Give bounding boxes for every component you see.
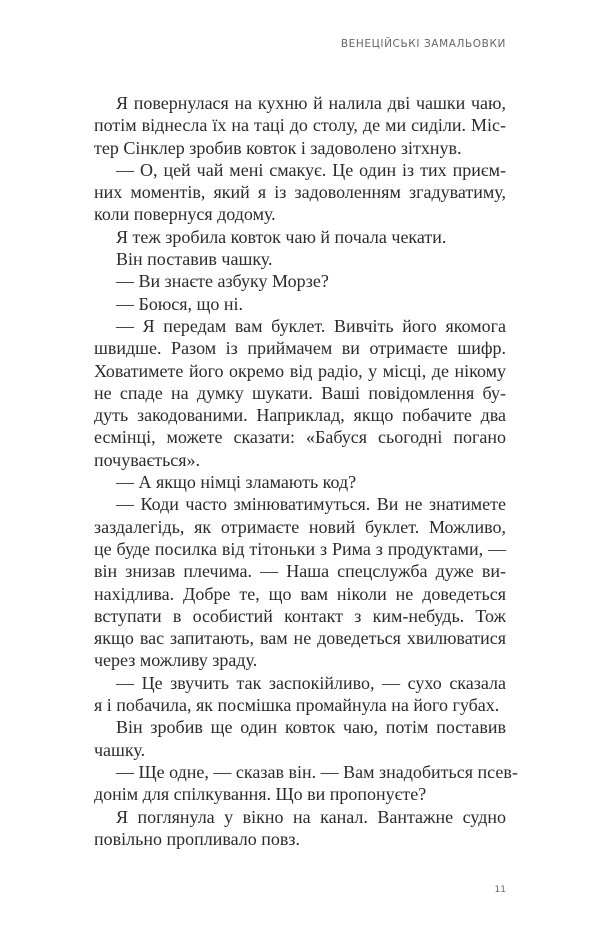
paragraph [94,248,506,270]
text-line: повільно пропливало повз. [94,828,300,849]
paragraph [94,471,506,493]
text-line: — Це звучить так заспокійливо, — сухо сказала [116,672,506,693]
paragraph [94,493,506,671]
text-line: дуть закодованими. Наприклад, якщо побачите два [94,405,506,426]
text-line: Ховатимете його окремо від радіо, у місці, де нікому [94,360,506,381]
text-line: почувається». [94,449,201,470]
paragraph [94,226,506,248]
text-line: — Коди часто змінюватимуться. Ви не знатимете [116,494,506,515]
paragraph [94,716,506,761]
running-header: ВЕНЕЦІЙСЬКІ ЗАМАЛЬОВКИ [340,38,506,50]
text-line: швидше. Разом із приймачем ви отримаєте шифр. [94,338,506,359]
text-line: Він поставив чашку. [116,249,273,270]
text-line: вступати в особистий контакт з ким-небудь. Тож [94,605,506,626]
text-line: не спаде на думку шукати. Ваші повідомлення бу- [94,382,506,403]
text-line: — Я передам вам буклет. Вивчіть його якомога [116,315,506,336]
paragraph [94,315,506,471]
text-line: через можливу зраду. [94,650,258,671]
text-line: це буде посилка від тітоньки з Рима з продуктами, — [94,538,506,559]
text-line: есмінці, можете сказати: «Бабуся сьогодні погано [94,427,506,448]
paragraph [94,761,518,806]
text-line: тер Сінклер зробив ковток і задоволено зітхнув. [94,137,462,158]
text-line: потім віднесла їх на таці до столу, де ми сиділи. Міс- [94,115,506,136]
paragraph [94,159,506,226]
text-line: Він зробив ще один ковток чаю, потім поставив [116,717,506,738]
text-line: них моментів, який я із задоволенням згадуватиму, [94,182,506,203]
paragraph [94,293,506,315]
text-line: він знизав плечима. — Наша спецслужба дуже ви- [94,561,506,582]
paragraph [94,270,506,292]
page-number: 11 [494,885,506,895]
text-line: донім для спілкування. Що ви пропонуєте? [94,784,427,805]
paragraph [94,92,506,159]
text-line: — Ще одне, — сказав він. — Вам знадобиться псев- [116,761,518,782]
text-line: Я теж зробила ковток чаю й почала чекати. [116,226,447,247]
text-line: коли повернуся додому. [94,204,276,225]
paragraph [94,672,506,717]
text-line: я і побачила, як посмішка промайнула на його губах. [94,695,500,716]
text-line: нахідлива. Добре те, що вам ніколи не доведеться [94,583,506,604]
text-line: — А якщо німці зламають код? [116,472,357,493]
text-line: Я поглянула у вікно на канал. Вантажне судно [116,806,506,827]
text-line: Я повернулася на кухню й налила дві чашки чаю, [116,93,506,113]
text-line: чашку. [94,739,146,760]
text-line: заздалегідь, як отримаєте новий буклет. Можливо, [94,516,506,537]
text-line: — Боюся, що ні. [116,293,244,314]
body-text [94,92,518,850]
text-line: — О, цей чай мені смакує. Це один із тих приєм- [116,159,506,180]
text-line: якщо вас запитають, вам не доведеться хвилюватися [94,628,506,649]
text-line: — Ви знаєте азбуку Морзе? [116,271,329,292]
paragraph [94,806,506,851]
